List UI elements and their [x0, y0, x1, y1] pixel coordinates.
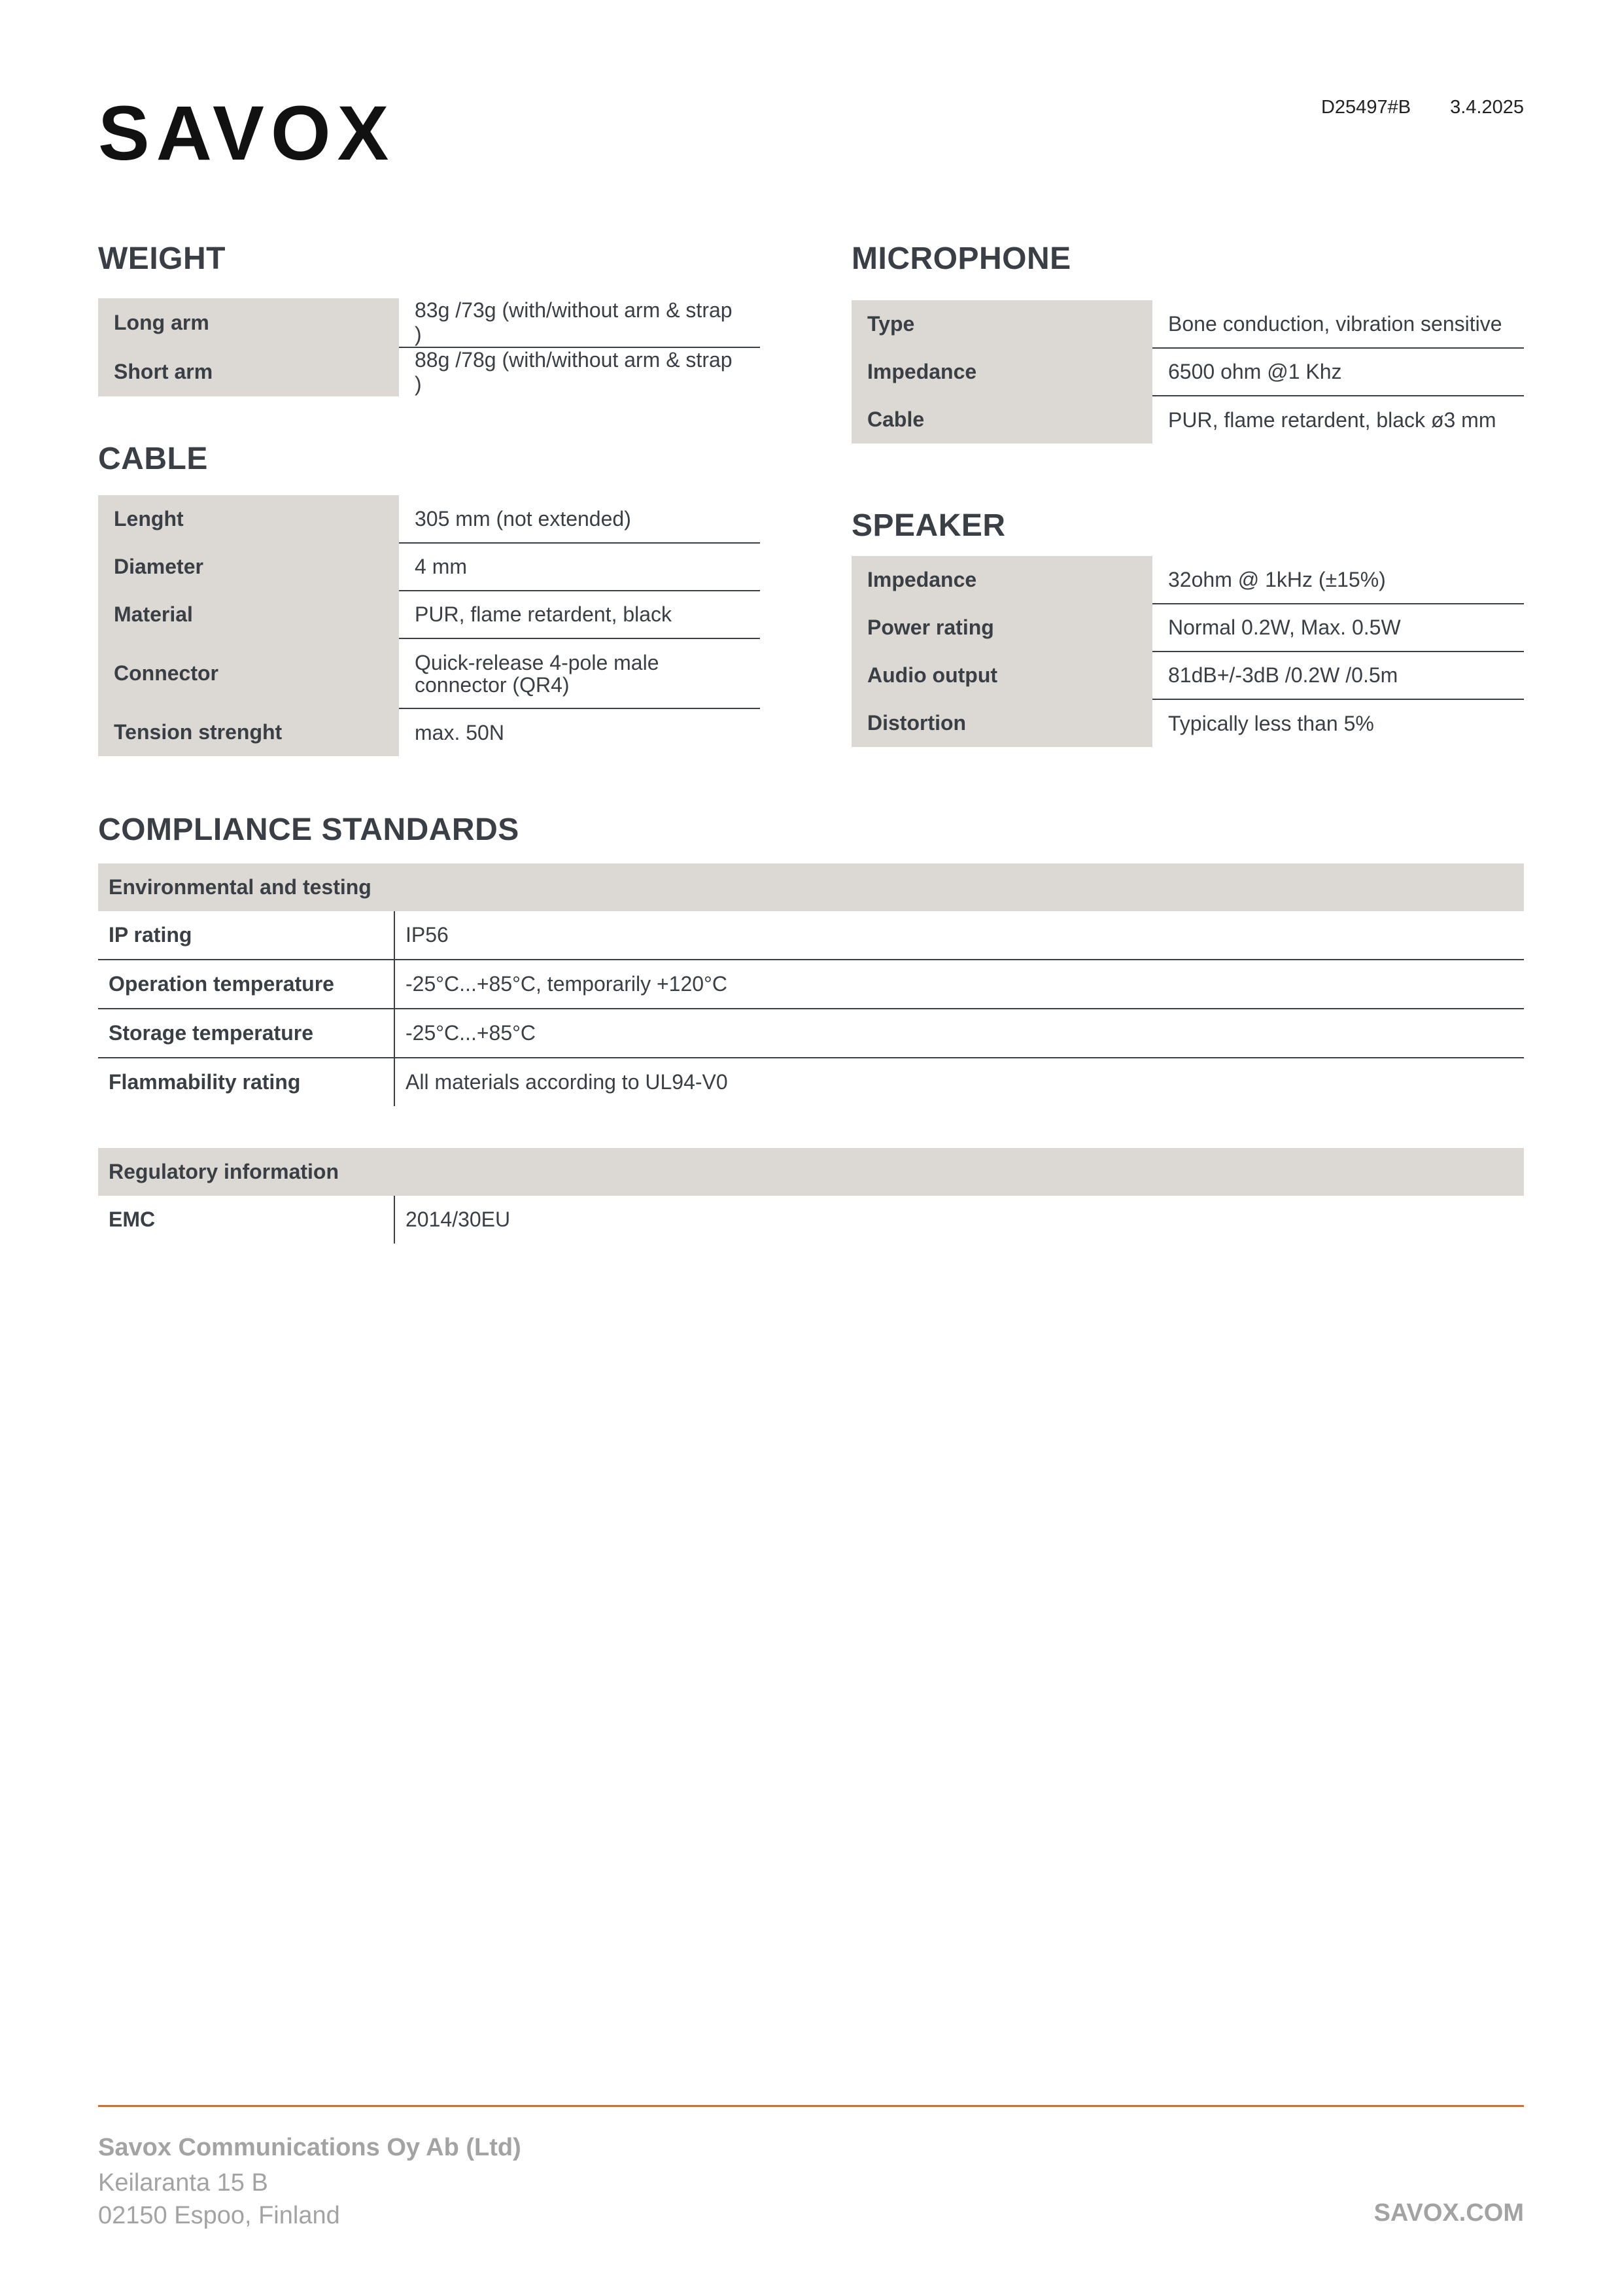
row-value: -25°C...+85°C, temporarily +120°C: [394, 960, 1524, 1009]
table-row: [98, 298, 760, 347]
row-label: Operation temperature: [98, 960, 394, 1009]
row-label: EMC: [98, 1196, 394, 1244]
table-row: [98, 1009, 1524, 1058]
row-value: max. 50N: [415, 720, 504, 744]
row-value: Bone conduction, vibration sensitive: [1152, 300, 1524, 348]
regulatory-heading: Regulatory information: [98, 1148, 1524, 1196]
microphone-table: [852, 300, 1524, 444]
table-header-row: [98, 1148, 1524, 1196]
row-label: Material: [98, 591, 399, 638]
row-label: Type: [852, 300, 1152, 348]
environmental-table: [98, 863, 1524, 1106]
row-value: 2014/30EU: [406, 1208, 511, 1231]
table-row: [98, 347, 760, 396]
footer-divider: [98, 2105, 1524, 2107]
row-label: Impedance: [852, 556, 1152, 604]
row-label: Connector: [98, 638, 399, 708]
footer-address-line1: Keilaranta 15 B: [98, 2169, 268, 2197]
weight-table: [98, 298, 760, 396]
row-value: PUR, flame retardent, black ø3 mm: [1168, 408, 1496, 432]
table-row: [852, 652, 1524, 699]
row-value: Typically less than 5%: [1168, 711, 1374, 735]
row-value: 4 mm: [399, 543, 760, 591]
row-value: 32ohm @ 1kHz (±15%): [1152, 556, 1524, 604]
environmental-heading: Environmental and testing: [98, 863, 1524, 911]
savox-logo: SAVOX: [98, 90, 396, 177]
row-value: Normal 0.2W, Max. 0.5W: [1152, 604, 1524, 652]
speaker-title: SPEAKER: [852, 508, 1006, 543]
footer-address-line2: 02150 Espoo, Finland: [98, 2202, 340, 2229]
row-value: 305 mm (not extended): [399, 495, 760, 543]
speaker-table: [852, 556, 1524, 747]
table-row: [852, 556, 1524, 604]
row-value: 81dB+/-3dB /0.2W /0.5m: [1152, 652, 1524, 699]
table-header-row: [98, 863, 1524, 911]
table-row: [852, 699, 1524, 747]
table-row: [98, 708, 760, 756]
footer-address: [98, 2166, 340, 2232]
document-id: D25497#B: [1320, 97, 1411, 118]
row-label: Short arm: [98, 347, 399, 396]
row-value: 88g /78g (with/without arm & strap ): [415, 348, 733, 396]
row-label: Storage temperature: [98, 1009, 394, 1058]
row-value: -25°C...+85°C: [394, 1009, 1524, 1058]
row-label: Lenght: [98, 495, 399, 543]
row-value: IP56: [394, 911, 1524, 960]
table-row: [852, 300, 1524, 348]
document-date: 3.4.2025: [1450, 97, 1524, 118]
table-row: [98, 1058, 1524, 1106]
table-row: [98, 911, 1524, 960]
cable-title: CABLE: [98, 442, 208, 476]
compliance-title: COMPLIANCE STANDARDS: [98, 812, 519, 847]
row-value: 6500 ohm @1 Khz: [1152, 348, 1524, 396]
row-label: Impedance: [852, 348, 1152, 396]
row-value: 83g /73g (with/without arm & strap ): [399, 298, 760, 347]
row-value: PUR, flame retardent, black: [399, 591, 760, 638]
table-row: [852, 396, 1524, 444]
row-label: Audio output: [852, 652, 1152, 699]
row-label: Flammability rating: [98, 1058, 394, 1106]
table-row: [98, 591, 760, 638]
row-label: Cable: [852, 396, 1152, 444]
table-row: [98, 638, 760, 708]
row-label: Distortion: [852, 699, 1152, 747]
microphone-title: MICROPHONE: [852, 241, 1071, 276]
cable-table: [98, 495, 760, 756]
footer-website-link[interactable]: SAVOX.COM: [1373, 2199, 1524, 2227]
table-row: [852, 604, 1524, 652]
row-label: Power rating: [852, 604, 1152, 652]
row-label: Diameter: [98, 543, 399, 591]
regulatory-table: [98, 1148, 1524, 1244]
table-row: [852, 348, 1524, 396]
weight-title: WEIGHT: [98, 241, 226, 276]
row-label: Tension strenght: [98, 708, 399, 756]
table-row: [98, 495, 760, 543]
table-row: [98, 543, 760, 591]
table-row: [98, 1196, 1524, 1244]
row-label: IP rating: [98, 911, 394, 960]
row-value: Quick-release 4-pole male connector (QR4): [399, 638, 760, 708]
row-value: All materials according to UL94-V0: [406, 1070, 728, 1094]
row-label: Long arm: [98, 298, 399, 347]
document-meta: [1321, 97, 1524, 118]
footer-company: Savox Communications Oy Ab (Ltd): [98, 2134, 521, 2161]
table-row: [98, 960, 1524, 1009]
